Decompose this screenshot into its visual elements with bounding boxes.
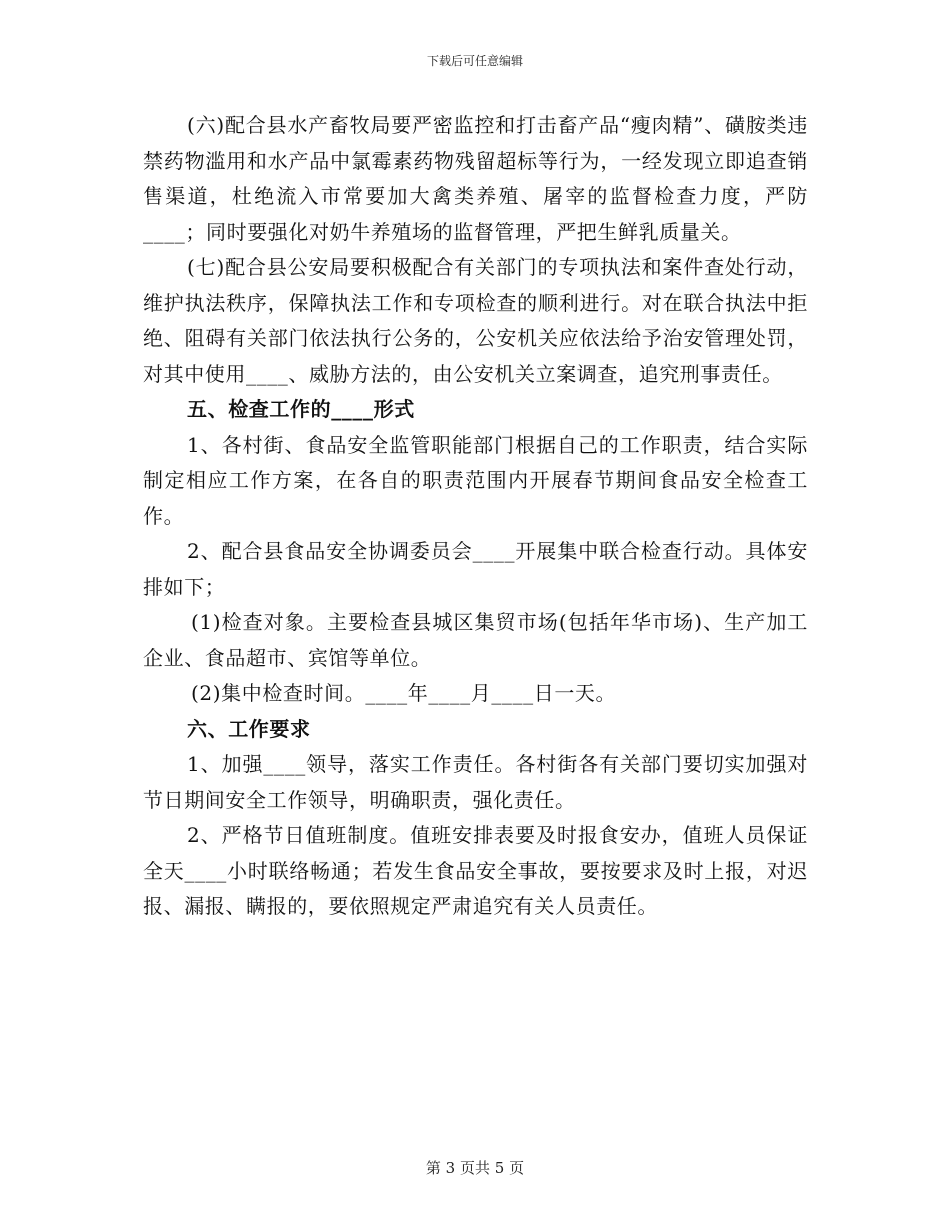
- paragraph-subitem-2: (2)集中检查时间。____年____月____日一天。: [191, 681, 617, 705]
- paragraph-item-1: 1、各村街、食品安全监管职能部门根据自己的工作职责，结合实际制定相应工作方案，在各自的职责范围内开展春节期间食品安全检查工作。: [143, 432, 808, 528]
- document-body: [143, 108, 808, 925]
- paragraph-subitem-1: (1)检查对象。主要检查县城区集贸市场(包括年华市场)、生产加工企业、食品超市、宾馆等单位。: [143, 610, 808, 670]
- paragraph-qi: (七)配合县公安局要积极配合有关部门的专项执法和案件查处行动，维护执法秩序，保障执法工作和专项检查的顺利进行。对在联合执法中拒绝、阻碍有关部门依法执行公务的，公安机关应依法给予治安管理处罚，对其中使用____、威胁方法的，由公安机关立案调查，追究刑事责任。: [143, 255, 808, 386]
- paragraph-req-1: 1、加强____领导，落实工作责任。各村街各有关部门要切实加强对节日期间安全工作领导，明确职责，强化责任。: [143, 752, 808, 812]
- paragraph-req-2: 2、严格节日值班制度。值班安排表要及时报食安办，值班人员保证全天____小时联络畅通；若发生食品安全事故，要按要求及时上报，对迟报、漏报、瞒报的，要依照规定严肃追究有关人员责任。: [143, 823, 808, 918]
- page-header: 下载后可任意编辑: [426, 54, 523, 68]
- paragraph-liu: (六)配合县水产畜牧局要严密监控和打击畜产品“瘦肉精”、磺胺类违禁药物滥用和水产品中氯霉素药物残留超标等行为，一经发现立即追查销售渠道，杜绝流入市常要加大禽类养殖、屠宰的监督检查力度，严防____；同时要强化对奶牛养殖场的监督管理，严把生鲜乳质量关。: [143, 113, 808, 244]
- section-heading-5: 五、检查工作的____形式: [187, 397, 415, 421]
- page-footer: 第 3 页共 5 页: [425, 1159, 525, 1177]
- section-heading-6: 六、工作要求: [187, 716, 311, 741]
- paragraph-item-2: 2、配合县食品安全协调委员会____开展集中联合检查行动。具体安排如下；: [143, 539, 808, 599]
